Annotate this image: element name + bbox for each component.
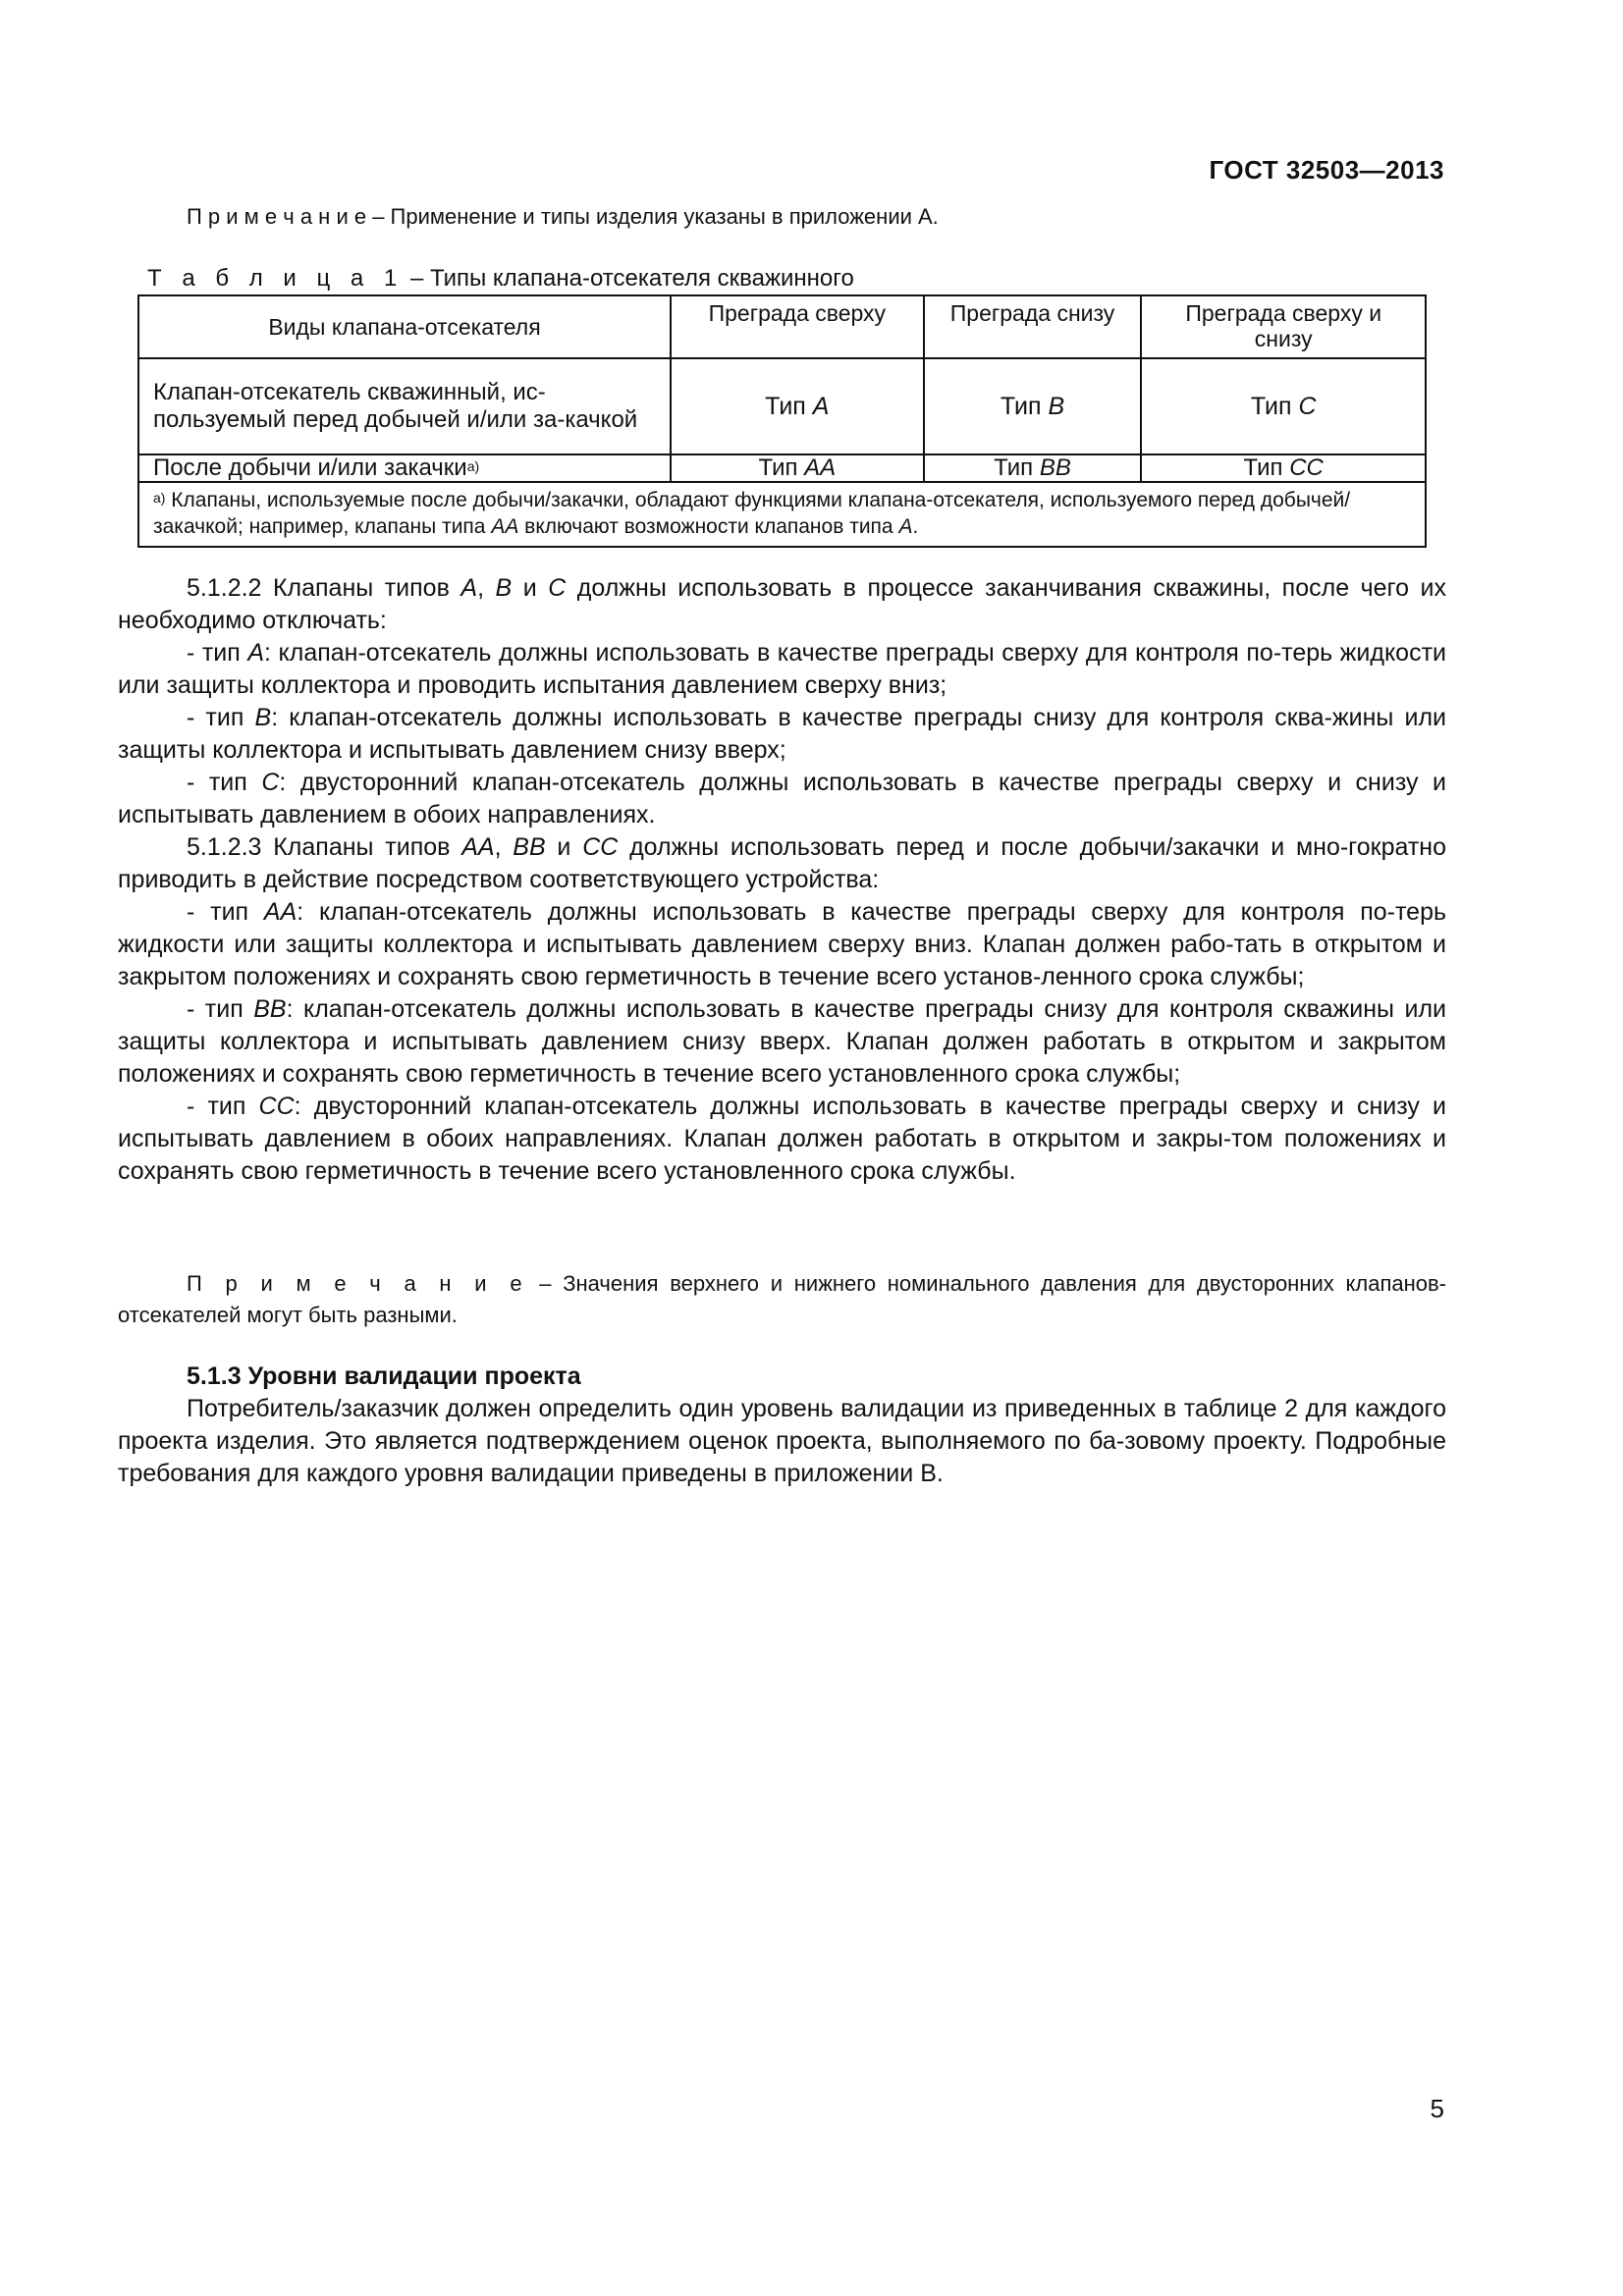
list-item-type-bb: - тип BB: клапан-отсекатель должны использовать в качестве преграды снизу для контроля скважины или защиты коллектора и испытывать давлением снизу вверх. Клапан должен работать в открытом и закрытом положениях и сохранять свою герметичность в течение всего установленного срока службы; — [118, 995, 1446, 1088]
cell-type-cc: Тип CC — [1141, 454, 1426, 482]
note-label: П р и м е ч а н и е — [187, 204, 367, 229]
row-label-before: Клапан-отсекатель скважинный, ис-пользуемый перед добычей и/или за-качкой — [138, 358, 671, 454]
table-caption — [147, 265, 854, 293]
page-number: 5 — [1430, 2094, 1444, 2123]
header-valve-kinds: Виды клапана-отсекателя — [138, 295, 671, 358]
cell-type-a: Тип A — [671, 358, 924, 454]
note-text: – Применение и типы изделия указаны в приложении А. — [366, 204, 939, 229]
table-row — [138, 358, 1426, 454]
body-section-5-1-2 — [118, 572, 1446, 1188]
list-item-type-b: - тип B: клапан-отсекатель должны использовать в качестве преграды снизу для контроля сква-жины или защиты коллектора и испытывать давлением снизу вверх; — [118, 704, 1447, 764]
header-barrier-bottom: Преграда снизу — [924, 295, 1142, 358]
cell-type-b: Тип B — [924, 358, 1142, 454]
paragraph-5-1-2-2: 5.1.2.2 Клапаны типов A, B и C должны использовать в процессе заканчивания скважины, после чего их необходимо отключать: — [118, 574, 1446, 634]
table-caption-text: – Типы клапана-отсекателя скважинного — [404, 265, 854, 292]
list-item-type-cc: - тип CC: двусторонний клапан-отсекатель должны использовать в качестве преграды сверху и снизу и испытывать давлением в обоих направлениях. Клапан должен работать в открытом и закры-том положениях и сохранять свою герметичность в течение всего установленного срока службы. — [118, 1093, 1446, 1185]
table-footnote: $^{а)}$ Клапаны, используемые после добычи/закачки, обладают функциями клапана-отсекателя, используемого перед добычей/закачкой; например, клапаны типа AA включают возможности клапанов типа A. — [138, 482, 1426, 547]
list-item-type-aa: - тип AA: клапан-отсекатель должны использовать в качестве преграды сверху для контроля по-терь жидкости или защиты коллектора и испытывать давлением сверху вниз. Клапан должен рабо-тать в открытом и закрытом положениях и сохранять свою герметичность в течение всего установ-ленного срока службы; — [118, 898, 1447, 990]
cell-type-c: Тип C — [1141, 358, 1426, 454]
list-item-type-a: - тип A: клапан-отсекатель должны использовать в качестве преграды сверху для контроля по-терь жидкости или защиты коллектора и проводить испытания давлением сверху вниз; — [118, 639, 1446, 699]
section-title: 5.1.3 Уровни валидации проекта — [187, 1362, 581, 1390]
list-item-type-c: - тип C: двусторонний клапан-отсекатель должны использовать в качестве преграды сверху и снизу и испытывать давлением в обоих направлениях. — [118, 769, 1446, 828]
table-row — [138, 454, 1426, 482]
cell-type-bb: Тип BB — [924, 454, 1142, 482]
paragraph-5-1-3: Потребитель/заказчик должен определить один уровень валидации из приведенных в таблице 2 для каждого проекта изделия. Это является подтверждением оценок проекта, выполняемого по ба-зовому проекту. Подробные требования для каждого уровня валидации приведены в приложении В. — [118, 1395, 1446, 1487]
table-header-row — [138, 295, 1426, 358]
cell-type-aa: Тип AA — [671, 454, 924, 482]
header-barrier-top: Преграда сверху — [671, 295, 924, 358]
note-pressure — [118, 1268, 1446, 1331]
note-text: – Значения верхнего и нижнего номинального давления для двусторонних клапанов-отсекателей могут быть разными. — [118, 1271, 1446, 1327]
table-footnote-row — [138, 482, 1426, 547]
header-barrier-both: Преграда сверху и снизу — [1141, 295, 1426, 358]
paragraph-5-1-2-3: 5.1.2.3 Клапаны типов AA, BB и CC должны использовать перед и после добычи/закачки и мно-гократно приводить в действие посредством соответствующего устройства: — [118, 833, 1446, 893]
note-application — [187, 201, 939, 233]
table-caption-label: Т а б л и ц а 1 — [147, 265, 405, 292]
section-5-1-3-body — [118, 1393, 1446, 1490]
row-label-after: После добычи и/или закачки$^{а)}$ — [138, 454, 671, 482]
document-code: ГОСТ 32503—2013 — [1209, 155, 1444, 185]
note-label: П р и м е ч а н и е — [187, 1271, 528, 1296]
valve-types-table — [137, 294, 1427, 548]
